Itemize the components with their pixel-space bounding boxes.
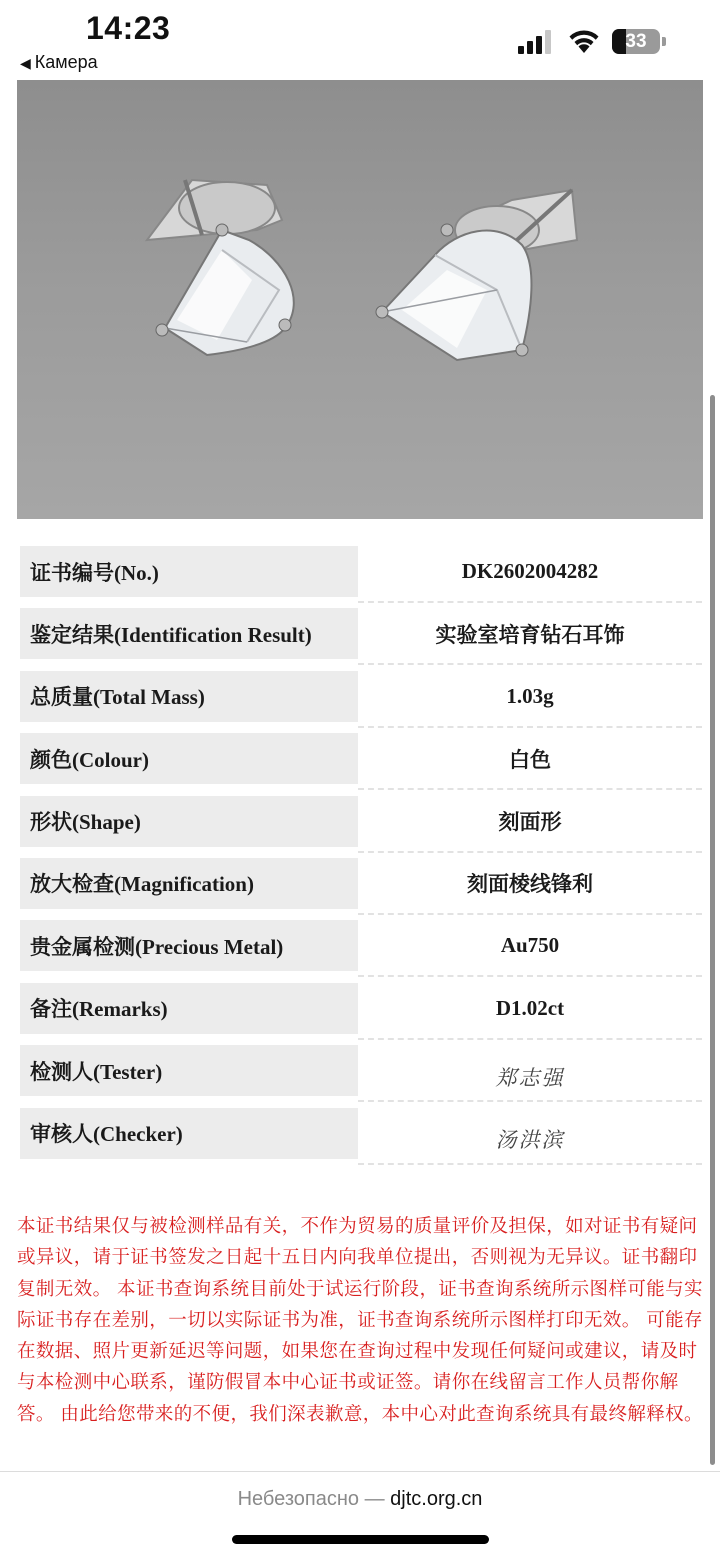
row-divider [358,975,702,977]
status-bar [0,0,720,80]
disclaimer-text: 本证书结果仅与被检测样品有关，不作为贸易的质量评价及担保，如对证书有疑问或异议，请于证书签发之日起十五日内向我单位提出，否则视为无异议。证书翻印复制无效。 本证书查询系统目前处于试运行阶段，证书查询系统所示图样可能与实际证书存在差别，一切以实际证书为准，证书查询系统所示图样打印无效。 可能存在数据、照片更新延迟等问题，如果您在查询过程中发现任何疑问或建议，请及时与本检测中心联系，谨防假冒本中心证书或证签。请你在线留言工作人员帮你解答。 由此给您带来的不便，我们深表歉意，本中心对此查询系统具有最终解释权。 [17,1215,703,1424]
row-label: 备注(Remarks) [20,983,358,1034]
row-value: DK2602004282 [461,559,599,583]
table-row [20,733,702,795]
checker-signature: 汤洪滨 [495,1128,565,1153]
table-row [20,608,702,670]
row-divider [358,788,702,790]
table-row [20,546,702,608]
table-row [20,1108,702,1170]
row-divider [358,1100,702,1102]
product-photo [17,80,703,519]
toolbar-divider [0,1471,720,1472]
back-label: Камера [34,52,98,72]
table-row [20,983,702,1045]
clock: 14:23 [86,10,171,46]
table-row [20,796,702,858]
back-arrow-icon: ◀ [20,55,31,71]
row-value: Au750 [500,933,560,958]
tester-signature: 郑志强 [495,1065,565,1090]
row-divider [358,726,702,728]
row-divider [358,913,702,915]
table-row [20,671,702,733]
battery-icon [612,29,660,54]
diamond-heart-earrings-photo [17,80,703,519]
row-divider [358,601,702,603]
row-value: 实验室培育钻石耳饰 [435,622,625,647]
wifi-icon [566,28,602,54]
table-row [20,1045,702,1107]
table-row [20,858,702,920]
address-bar[interactable] [0,1488,720,1511]
row-value: 刻面棱线锋利 [467,872,593,897]
row-label: 审核人(Checker) [20,1108,358,1159]
row-value: 1.03g [506,683,554,708]
insecure-label: Небезопасно — [237,1488,385,1510]
table-row [20,920,702,982]
row-divider [358,663,702,665]
row-label: 鉴定结果(Identification Result) [20,608,358,659]
row-label: 证书编号(No.) [20,546,358,597]
back-to-camera-link[interactable] [20,52,98,73]
row-label: 颜色(Colour) [20,733,358,784]
row-value: D1.02ct [495,995,565,1020]
battery-level: 33 [625,31,647,52]
certificate-table [20,546,702,1170]
row-value: 白色 [509,747,551,772]
row-label: 检测人(Tester) [20,1045,358,1096]
row-divider [358,851,702,853]
domain-label: djtc.org.cn [390,1488,483,1510]
row-divider [358,1038,702,1040]
row-label: 形状(Shape) [20,796,358,847]
home-indicator[interactable] [232,1535,489,1544]
cellular-signal-icon [518,30,552,54]
row-label: 贵金属检测(Precious Metal) [20,920,358,971]
row-label: 放大检查(Magnification) [20,858,358,909]
battery-cap [662,37,666,46]
row-divider [358,1163,702,1165]
row-label: 总质量(Total Mass) [20,671,358,722]
scrollbar[interactable] [710,395,715,1465]
row-value: 刻面形 [498,810,562,835]
